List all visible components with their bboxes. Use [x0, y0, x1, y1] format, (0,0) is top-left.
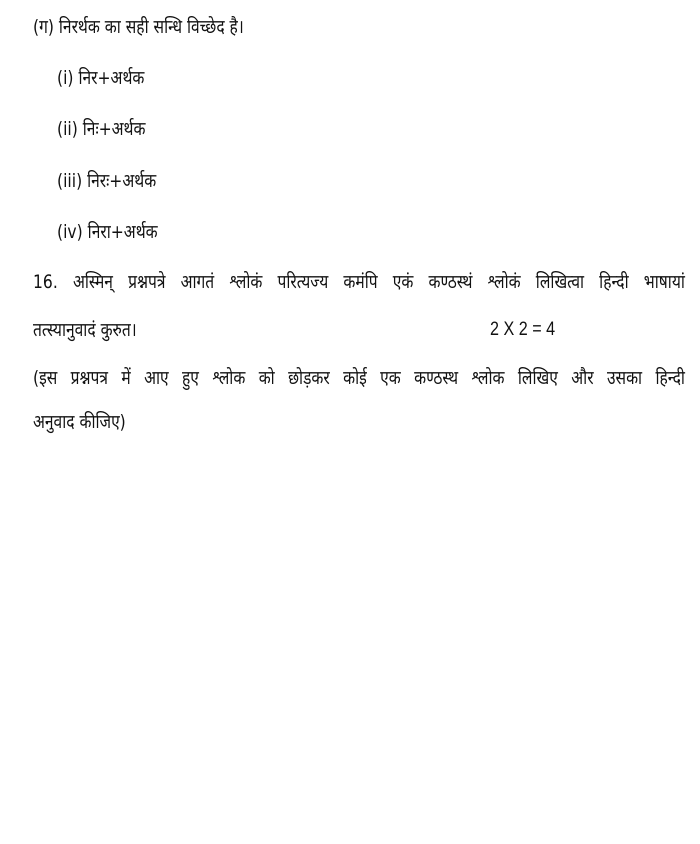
- question-16-line-1: 16. अस्मिन् प्रश्नपत्रे आगतं श्लोकं परित्यज्य कमंपि एकं कण्ठस्थं श्लोकं लिखित्वा हिन्दी भाषायां: [33, 271, 685, 293]
- question-16-hindi-line-1: (इस प्रश्नपत्र में आए हुए श्लोक को छोड़कर कोई एक कण्ठस्थ श्लोक लिखिए और उसका हिन्दी: [33, 367, 685, 389]
- option-iv: (iv) निरा+अर्थक: [57, 221, 158, 243]
- question-g-prompt: (ग) निरर्थक का सही सन्धि विच्छेद है।: [33, 16, 244, 38]
- option-ii: (ii) निः+अर्थक: [57, 118, 146, 140]
- question-16-line-2: तत्स्यानुवादं कुरुत।: [33, 319, 137, 341]
- option-i: (i) निर+अर्थक: [57, 67, 145, 89]
- option-iii: (iii) निरः+अर्थक: [57, 170, 157, 192]
- question-16-hindi-line-2: अनुवाद कीजिए): [33, 411, 126, 433]
- question-16-marks: 2 X 2 = 4: [490, 319, 556, 340]
